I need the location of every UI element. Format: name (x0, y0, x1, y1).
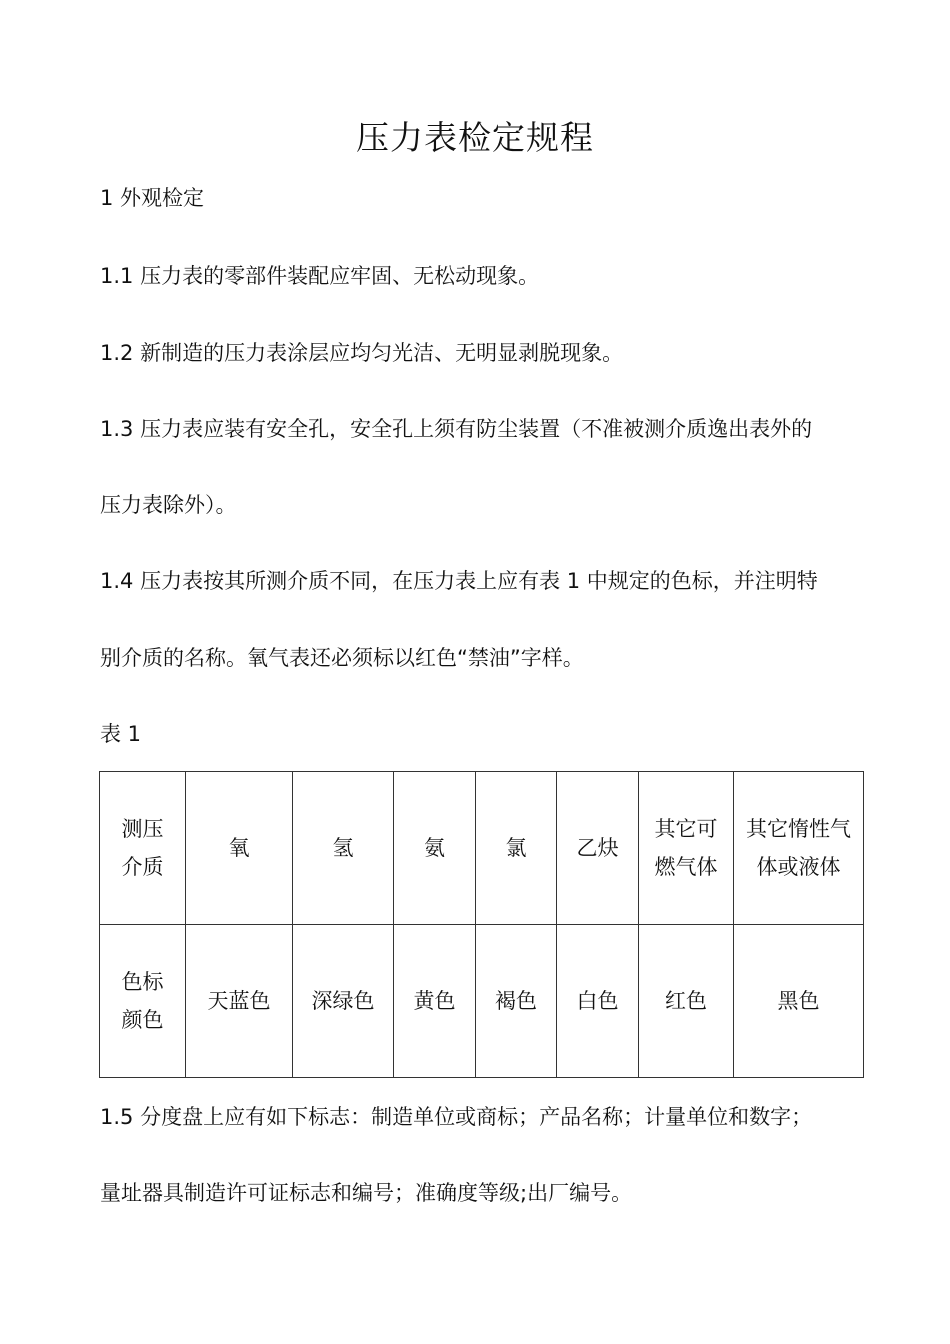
document-title: 压力表检定规程 (356, 118, 594, 157)
table-cell-color-ammonia: 黄色 (394, 925, 476, 1078)
table-header-media-label: 测压 介质 (100, 772, 186, 925)
pressure-media-color-table (99, 771, 864, 1078)
table-header-color-label: 色标 颜色 (100, 925, 186, 1078)
paragraph-1-4-line-1: 1.4 压力表按其所测介质不同，在压力表上应有表 1 中规定的色标，并注明特 (100, 569, 818, 593)
table-cell-color-other-inert: 黑色 (734, 925, 864, 1078)
table-row-colors (100, 925, 864, 1078)
table-cell-medium-hydrogen: 氢 (293, 772, 394, 925)
paragraph-1-1: 1.1 压力表的零部件装配应牢固、无松动现象。 (100, 264, 540, 288)
paragraph-1-5-line-1: 1.5 分度盘上应有如下标志：制造单位或商标；产品名称；计量单位和数字； (100, 1105, 813, 1129)
table-cell-color-acetylene: 白色 (557, 925, 639, 1078)
table-cell-medium-acetylene: 乙炔 (557, 772, 639, 925)
paragraph-1-3-line-2: 压力表除外）。 (100, 493, 237, 517)
table-cell-color-other-combustible: 红色 (639, 925, 734, 1078)
table-cell-medium-oxygen: 氧 (186, 772, 293, 925)
paragraph-1-5-line-2: 量址器具制造许可证标志和编号；准确度等级;出厂编号。 (100, 1181, 633, 1205)
table-cell-medium-ammonia: 氨 (394, 772, 476, 925)
paragraph-1-2: 1.2 新制造的压力表涂层应均匀光洁、无明显剥脱现象。 (100, 341, 624, 365)
paragraph-1-4-line-2: 别介质的名称。氧气表还必须标以红色“禁油”字样。 (100, 646, 584, 670)
table-cell-medium-other-combustible: 其它可 燃气体 (639, 772, 734, 925)
table-cell-color-chlorine: 褐色 (476, 925, 557, 1078)
table-caption: 表 1 (100, 722, 142, 746)
table-cell-medium-other-inert: 其它惰性气 体或液体 (734, 772, 864, 925)
paragraph-1-3-line-1: 1.3 压力表应装有安全孔，安全孔上须有防尘装置（不准被测介质逸出表外的 (100, 417, 813, 441)
table-cell-medium-chlorine: 氯 (476, 772, 557, 925)
section-heading-1: 1 外观检定 (100, 186, 205, 210)
table-cell-color-hydrogen: 深绿色 (293, 925, 394, 1078)
table-cell-color-oxygen: 天蓝色 (186, 925, 293, 1078)
table-row-media (100, 772, 864, 925)
